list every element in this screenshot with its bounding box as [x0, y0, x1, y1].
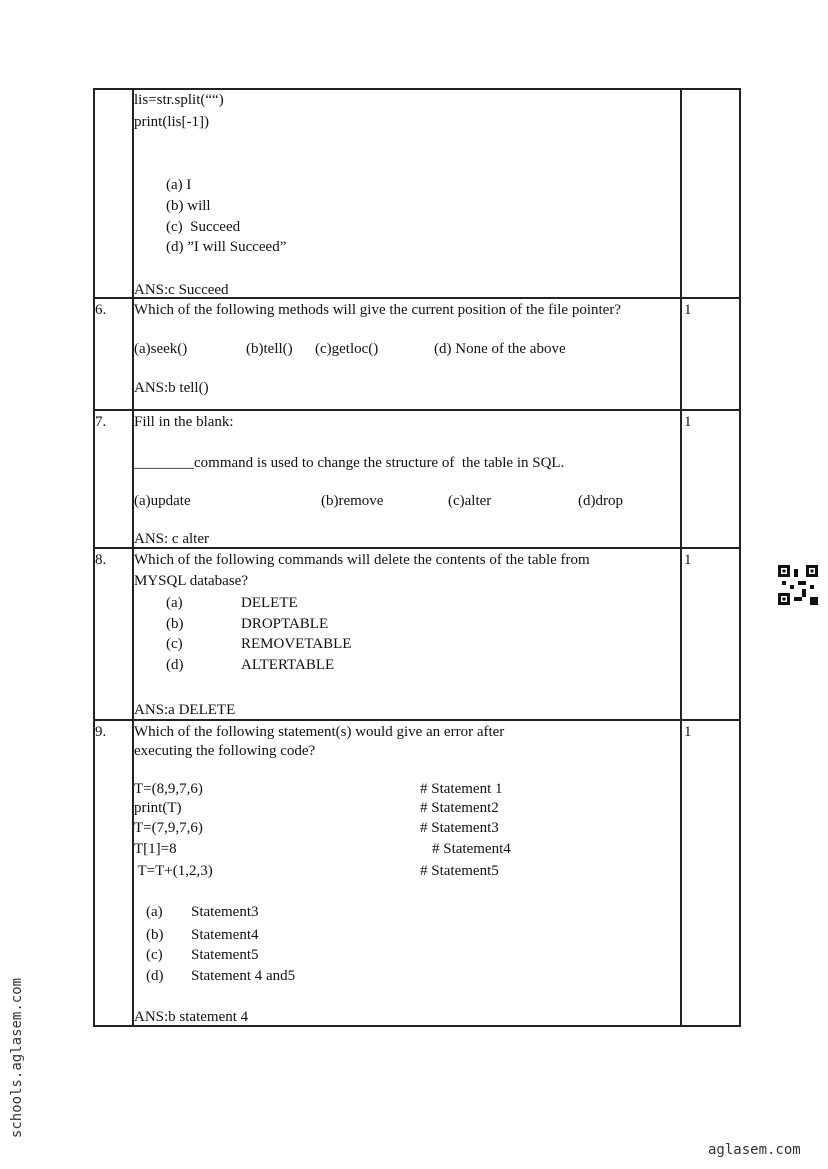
option: (a)update — [134, 493, 191, 509]
option-text: DROPTABLE — [241, 616, 329, 632]
option: (a) I — [166, 177, 192, 193]
option-letter: (d) — [166, 657, 184, 673]
marks: 1 — [684, 724, 692, 740]
column-divider — [739, 88, 741, 1027]
question-number: 8. — [95, 552, 107, 568]
option-text: ALTERTABLE — [241, 657, 335, 673]
code-line: lis=str.split(““) — [134, 92, 224, 108]
option-text: DELETE — [241, 595, 298, 611]
question-text: Which of the following commands will delete the contents of the table from — [134, 552, 590, 568]
answer: ANS:a DELETE — [134, 702, 236, 718]
option: (d) None of the above — [434, 341, 566, 357]
marks: 1 — [684, 302, 692, 318]
watermark-right: aglasem.com — [708, 1142, 801, 1158]
answer: ANS:c Succeed — [134, 282, 229, 298]
watermark-left: schools.aglasem.com — [9, 977, 25, 1139]
option-letter: (a) — [166, 595, 183, 611]
code-line: T=T+(1,2,3) — [134, 863, 213, 879]
question-text: Which of the following methods will give the current position of the file pointer? — [134, 302, 621, 318]
question-text: MYSQL database? — [134, 573, 248, 589]
answer: ANS:b tell() — [134, 380, 209, 396]
code-line: print(T) — [134, 800, 182, 816]
option-text: REMOVETABLE — [241, 636, 352, 652]
code-comment: # Statement2 — [420, 800, 499, 816]
option-letter: (a) — [146, 904, 163, 920]
code-line: T[1]=8 — [134, 841, 177, 857]
marks: 1 — [684, 414, 692, 430]
option: (c)getloc() — [315, 341, 379, 357]
code-line: T=(8,9,7,6) — [134, 781, 203, 797]
code-line: print(lis[-1]) — [134, 114, 209, 130]
question-text: executing the following code? — [134, 743, 316, 759]
option: (d) ”I will Succeed” — [166, 239, 287, 255]
question-number: 7. — [95, 414, 107, 430]
option: (a)seek() — [134, 341, 188, 357]
option: (c) Succeed — [166, 219, 241, 235]
code-comment: # Statement 1 — [420, 781, 503, 797]
code-comment: # Statement3 — [420, 820, 499, 836]
code-comment: # Statement5 — [420, 863, 499, 879]
column-divider — [680, 88, 682, 1027]
question-number: 6. — [95, 302, 107, 318]
marks: 1 — [684, 552, 692, 568]
option-text: Statement 4 and5 — [191, 968, 296, 984]
option-letter: (b) — [146, 927, 164, 943]
option: (b) will — [166, 198, 211, 214]
option-text: Statement3 — [191, 904, 259, 920]
code-line: T=(7,9,7,6) — [134, 820, 203, 836]
answer: ANS: c alter — [134, 531, 209, 547]
question-number: 9. — [95, 724, 107, 740]
option-letter: (b) — [166, 616, 184, 632]
qr-code-icon — [778, 565, 818, 605]
option-letter: (c) — [146, 947, 163, 963]
option: (c)alter — [448, 493, 492, 509]
row-divider — [93, 88, 741, 90]
option-text: Statement4 — [191, 927, 259, 943]
row-divider — [93, 719, 741, 721]
option: (b)tell() — [246, 341, 293, 357]
option-text: Statement5 — [191, 947, 259, 963]
option: (d)drop — [578, 493, 623, 509]
option-letter: (d) — [146, 968, 164, 984]
question-text: Fill in the blank: — [134, 414, 234, 430]
answer: ANS:b statement 4 — [134, 1009, 249, 1025]
question-text: Which of the following statement(s) would give an error after — [134, 724, 505, 740]
fill-in-blank-text: ________command is used to change the structure of the table in SQL. — [134, 455, 565, 471]
option-letter: (c) — [166, 636, 183, 652]
code-comment: # Statement4 — [432, 841, 511, 857]
row-divider — [93, 409, 741, 411]
option: (b)remove — [321, 493, 384, 509]
